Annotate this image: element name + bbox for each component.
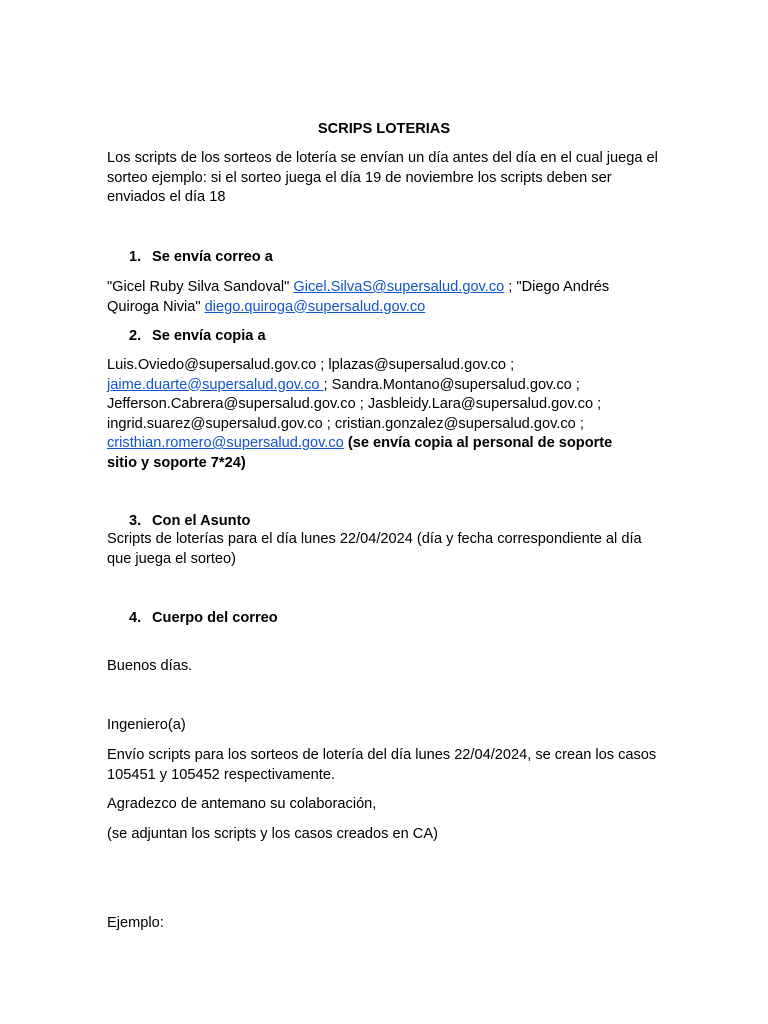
body-greeting: Buenos días. [107,658,193,674]
body-message: Envío scripts para los sorteos de lotería del día lunes 22/04/2024, se crean los casos 105451 y 105452 respectivamente. [107,747,657,783]
recipient-name-2-part2: Quiroga Nivia" [107,298,205,315]
section-heading-4 [129,609,278,629]
section-heading-1 [129,248,273,268]
recipient-email-link-2[interactable]: diego.quiroga@supersalud.gov.co [204,298,426,315]
recipients-line-1 [107,278,667,298]
recipients-block [107,278,667,317]
section-title: Se envía copia a [152,328,266,344]
section-title: Con el Asunto [152,513,251,529]
body-attachment-note: (se adjuntan los scripts y los casos creados en CA) [107,826,438,842]
intro-paragraph: Los scripts de los sorteos de lotería se envían un día antes del día en el cual juega el sorteo ejemplo: si el sorteo juega el día 19 de noviembre los scripts deben ser enviados el día 18 [107,150,658,205]
section-title: Se envía correo a [152,249,273,265]
cc-line-2 [107,376,667,396]
cc-note-part1: (se envía copia al personal de soporte [343,435,613,451]
cc-line-5 [107,434,667,454]
body-salutation: Ingeniero(a) [107,717,186,733]
cc-block [107,356,667,473]
section-number: 1. [129,249,142,265]
cc-line-3: Jefferson.Cabrera@supersalud.gov.co ; Jasbleidy.Lara@supersalud.gov.co ; [107,396,602,412]
cc-line-2-rest: ; Sandra.Montano@supersalud.gov.co ; [323,376,580,393]
section-heading-2 [129,327,266,347]
recipient-name-2-part1: "Diego Andrés [516,279,610,295]
cc-line-6 [107,454,667,474]
section-title: Cuerpo del correo [152,610,278,626]
recipients-line-2 [107,298,667,318]
recipient-separator: ; [504,279,517,295]
example-label: Ejemplo: [107,915,164,931]
subject-text: Scripts de loterías para el día lunes 22/04/2024 (día y fecha correspondiente al día que juega el sorteo) [107,531,642,567]
cc-note-part2: sitio y soporte 7*24) [107,454,246,471]
cc-line-1: Luis.Oviedo@supersalud.gov.co ; lplazas@supersalud.gov.co ; [107,357,515,373]
cc-line-4: ingrid.suarez@supersalud.gov.co ; cristian.gonzalez@supersalud.gov.co ; [107,415,584,432]
body-thanks: Agradezco de antemano su colaboración, [107,796,377,812]
document-title: SCRIPS LOTERIAS [317,121,451,137]
cc-email-link-2[interactable]: cristhian.romero@supersalud.gov.co [107,435,344,451]
section-number: 4. [129,610,142,626]
section-number: 2. [129,328,142,344]
section-heading-3 [129,512,250,532]
section-number: 3. [129,513,142,529]
cc-email-link-1[interactable]: jaime.duarte@supersalud.gov.co [107,376,324,393]
recipient-email-link-1[interactable]: Gicel.SilvaS@supersalud.gov.co [293,279,505,295]
recipient-name-1: "Gicel Ruby Silva Sandoval" [107,279,294,295]
